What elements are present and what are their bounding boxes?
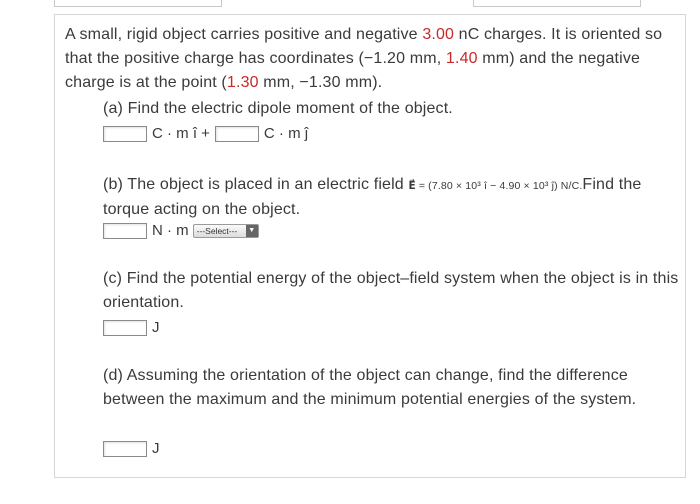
- pos-y: 1.40: [445, 50, 478, 67]
- problem-statement: [65, 23, 677, 95]
- direction-select[interactable]: [193, 224, 259, 238]
- part-b-answer-row: [103, 222, 259, 239]
- intro-text-2: nC charges. It is oriented so that the positive charge has coordinates (: [65, 26, 663, 67]
- part-a-unit-j: C · m ĵ: [263, 125, 309, 142]
- part-a-question: (a) Find the electric dipole moment of the object.: [103, 100, 453, 117]
- top-tab-left: [54, 0, 222, 7]
- neg-x: 1.30: [226, 74, 259, 91]
- part-c-question: (c) Find the potential energy of the object–field system when the object is in this orientation.: [103, 270, 679, 311]
- charge-value: 3.00: [422, 26, 455, 43]
- part-b-question: [103, 173, 675, 222]
- field-expression: [408, 180, 582, 192]
- select-arrow-icon: ▼: [246, 225, 258, 237]
- part-a-j-input[interactable]: [215, 126, 259, 142]
- intro-text-3: ,: [436, 50, 446, 67]
- part-c-unit: J: [152, 319, 160, 336]
- intro-text-1: A small, rigid object carries positive and negative: [65, 26, 423, 43]
- part-b-unit: N · m: [152, 222, 189, 239]
- intro-text-4: mm) and the negative charge is at the point (: [65, 50, 641, 91]
- part-d-answer-row: [103, 440, 160, 457]
- pos-x: −1.20 mm: [363, 50, 437, 67]
- field-symbol: E⃗: [408, 180, 416, 192]
- part-a-i-input[interactable]: [103, 126, 147, 142]
- part-b-text-start: (b) The object is placed in an electric field: [103, 176, 409, 193]
- part-b-input[interactable]: [103, 223, 147, 239]
- part-d-question: (d) Assuming the orientation of the object can change, find the difference between the maximum and the minimum potential energies of the system.: [103, 367, 637, 408]
- intro-text-5: mm, −1.30 mm).: [258, 74, 383, 91]
- select-value: ---Select---: [196, 225, 238, 236]
- part-b-text-end: Find the torque acting on the object.: [103, 176, 642, 218]
- part-a-unit-i: C · m î +: [152, 125, 210, 142]
- field-value: = (7.80 × 10³ î − 4.90 × 10³ ĵ) N/C.: [415, 180, 583, 192]
- part-c-input[interactable]: [103, 320, 147, 336]
- part-c-answer-row: [103, 319, 160, 336]
- part-a-answer-row: [103, 125, 308, 142]
- question-card: [54, 14, 686, 478]
- part-d-input[interactable]: [103, 441, 147, 457]
- top-tab-right: [473, 0, 641, 7]
- part-d-unit: J: [152, 440, 160, 457]
